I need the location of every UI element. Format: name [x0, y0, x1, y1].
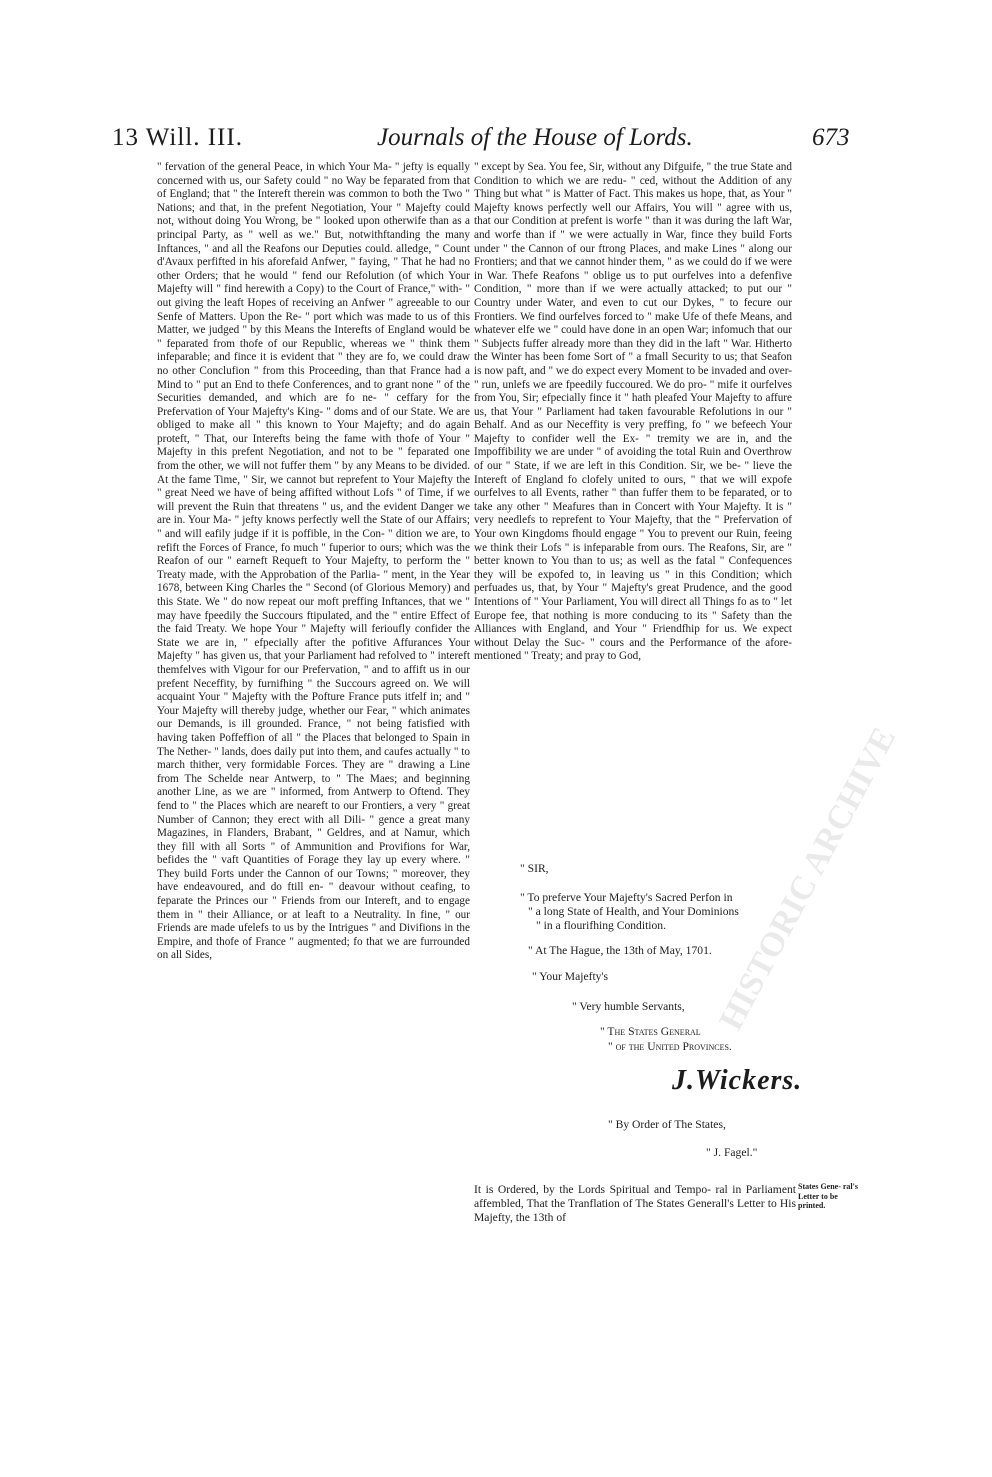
states-general: " The States General: [600, 1025, 701, 1038]
watermark-text: HISTORIC ARCHIVE: [712, 721, 904, 1037]
right-column: [474, 161, 792, 664]
watermark: [640, 721, 904, 1040]
page-number: 673: [812, 124, 850, 151]
fagel-signature: " J. Fagel.": [706, 1146, 758, 1159]
order-paragraph: It is Ordered, by the Lords Spiritual and Tempo- ral in Parliament affembled, That the Tranflation of The States Generall's Letter to His Majefty, the 13th of: [474, 1183, 796, 1224]
letter-text-left: " fervation of the general Peace, in which Your Ma- " jefty is equally concerned with us, our Safety could " no Way be feparated from that of England; that " the Intereft therein was common to both the Two " Nations; and that, in the prefent Negotiation, Your " Majefty could not, without doing You Wrong, be " looked upon otherwife than as a principal Party, as " well as we." But, notwithftanding the many Inftances, " and all the Reafons our Deputies could. alledge, " Count d'Avaux perfifted in his aforefaid Anfwer, " faying, " That he had no other Orders; that he would " fend our Refolution (of which Your Majefty will " find herewith a Copy) to the Court of France," with- " out giving the leaft Hopes of receiving an Anfwer " agreeable to our Senfe of Matters. Upon the Re- " port which was made to us of this Matter, we judged " by this Means the Interefts of England would be " feparated from thofe of our Republic, whereas we " think them infeparable; and fince it is evident that " they are fo, we could draw no other Conclufion " from this Proceeding, than that France had a Mind to " put an End to thefe Conferences, and to grant none " of the Securities demanded, and which are fo ne- " ceffary for the Prefervation of Your Majefty's King- " doms and of our State. We are obliged to make all " this known to Your Majefty; and do again proteft, " That, our Interefts being the fame with thofe of Your " Majefty in this prefent Negotiation, and not to be " feparated one from the other, we will not fuffer them " by any Means to be divided. At the fame Time, " Sir, we cannot but reprefent to Your Majefty the " great Need we have of being affifted without Lofs " of Time, if we will prevent the Ruin that threatens " us, and the evident Danger we are in. Your Ma- " jefty knows perfectly well the State of our Affairs; " and will eafily judge if it is poffible, in the Con- " dition we are, to refift the Forces of France, fo much " fuperior to ours; which was the Reafon of our " earneft Requeft to Your Majefty, to perform the " Treaty made, with the Approbation of the Parlia- " ment, in the Year 1678, between King Charles the " Second (of Glorious Memory) and this State. We " do now repeat our moft preffing Inftances, that we " may have fpeedily the Succours ftipulated, and the " entire Effect of the faid Treaty. We hope Your " Majefty will ferioufly confider the State we are in, " efpecially after the pofitive Affurances Your Majefty " has given us, that your Parliament had refolved to " intereft themfelves with Vigour for our Prefervation, " and to affift us in our prefent Neceffity, by furnifhing " the Succours agreed on. We will acquaint Your " Majefty with the Pofture France puts itfelf in; and " Your Majefty will thereby judge, whether our Fear, " which animates our Demands, is ill grounded. France, " not being fatisfied with having taken Poffeffion of all " the Places that belonged to Spain in The Nether- " lands, does daily put into them, and caufes actually " to march thither, very formidable Forces. They are " drawing a Line from The Schelde near Antwerp, to " The Maes; and beginning another Line, as we are " informed, from Antwerp to Oftend. They fend to " the Places which are neareft to our Frontiers, a very " great Number of Cannon; they erect with all Dili- " gence a great many Magazines, in Flanders, Brabant, " Geldres, and at Namur, which they fill with all Sorts " of Ammunition and Provifions for War, befides the " vaft Quantities of Forage they lay up every where. " They build Forts under the Cannon of our Towns; " moreover, they have endeavoured, and do ftill en- " deavour without ceafing, to feparate the Princes our " Friends from our Intereft, and to engage them in " their Alliance, or at leaft to a Neutrality. In fine, " our Friends are made ufelefs to us by the Intrigues " and Divifions in the Empire, and thofe of France " augmented; fo that we are furrounded on all Sides,: [157, 161, 470, 962]
page-header: [112, 118, 852, 158]
signature: J.Wickers.: [672, 1065, 803, 1096]
journal-title: Journals of the House of Lords.: [377, 124, 693, 151]
united-provinces: " of the United Provinces.: [608, 1040, 732, 1053]
margin-note: States Gene- ral's Letter to be printed.: [798, 1182, 858, 1210]
closing-line-1: " To preferve Your Majefty's Sacred Perfon in: [520, 891, 733, 904]
regnal-year: 13 Will. III.: [112, 124, 243, 151]
closing-line-2: " a long State of Health, and Your Dominions: [528, 905, 739, 918]
letter-text-right: " except by Sea. You fee, Sir, without any Difguife, " the true State and Condition to which we are redu- " ced, without the Addition of any Thing but what " is Matter of Fact. This makes us hope, that, as Your " Majefty knows perfectly well our Affairs, You will " agree with us, that our Condition at prefent is worfe " than it was during the laft War, and worfe than if " we were actually in War, fince they build Forts under " the Cannon of our ftrong Places, and make Lines " along our Frontiers; and that we cannot hinder them, " as we could do if we were in War. Thefe Reafons " oblige us to put ourfelves into a defenfive Condition, " more than if we were actually attacked; to put our " Country under Water, and even to cut our Dykes, " to fecure our Frontiers. We find ourfelves forced to " make Ufe of thefe Means, and whatever elfe we " could have done in an open War; infomuch that our " Subjects fuffer already more than they did in the laft " War. Hitherto the Winter has been fome Sort of " a fmall Security to us; that Seafon is now paft, and " we do expect every Moment to be invaded and over- " run, unlefs we are fpeedily fuccoured. We do pro- " mife it ourfelves from You, Sir; efpecially fince it " hath pleafed Your Majefty to affure us, that Your " Parliament had taken favourable Refolutions in our " Behalf. And as our Neceffity is very preffing, fo " we befeech Your Majefty to confider well the Ex- " tremity we are in, and the Impoffibility we are under " of avoiding the total Ruin and Overthrow of our " State, if we are left in this Condition. Sir, we be- " lieve the Intereft of England fo clofely united to ours, " that we will expofe ourfelves to all Events, rather " than fuffer them to be feparated, or to take any other " Meafures than in Concert with Your Majefty. It is " very needlefs to reprefent to Your Majefty, that the " Prefervation of Your own Kingdoms fhould engage " You to prevent our Ruin, feeing we think their Lofs " is infeparable from ours. The Reafons, Sir, are " better known to You than to us; as well as the fatal " Confequences they will be expofed to, in leaving us " in this Condition; which perfuades us, that, by Your " Majefty's great Prudence, and the good Intentions of " Your Parliament, You will direct all Things fo as to " let Europe fee, that nothing is more conducing to its " Safety than the Alliances with England, and Your " Friendfhip for us. We expect without Delay the Suc- " cours and the Performance of the afore-mentioned " Treaty; and pray to God,: [474, 161, 792, 663]
letter-date: " At The Hague, the 13th of May, 1701.: [528, 944, 712, 957]
salutation: " SIR,: [520, 862, 549, 875]
left-column: [157, 161, 470, 963]
by-order: " By Order of The States,: [608, 1118, 726, 1131]
your-majestys: " Your Majefty's: [532, 970, 609, 983]
humble-servants: " Very humble Servants,: [572, 1000, 685, 1013]
closing-line-3: " in a flourifhing Condition.: [536, 919, 666, 932]
